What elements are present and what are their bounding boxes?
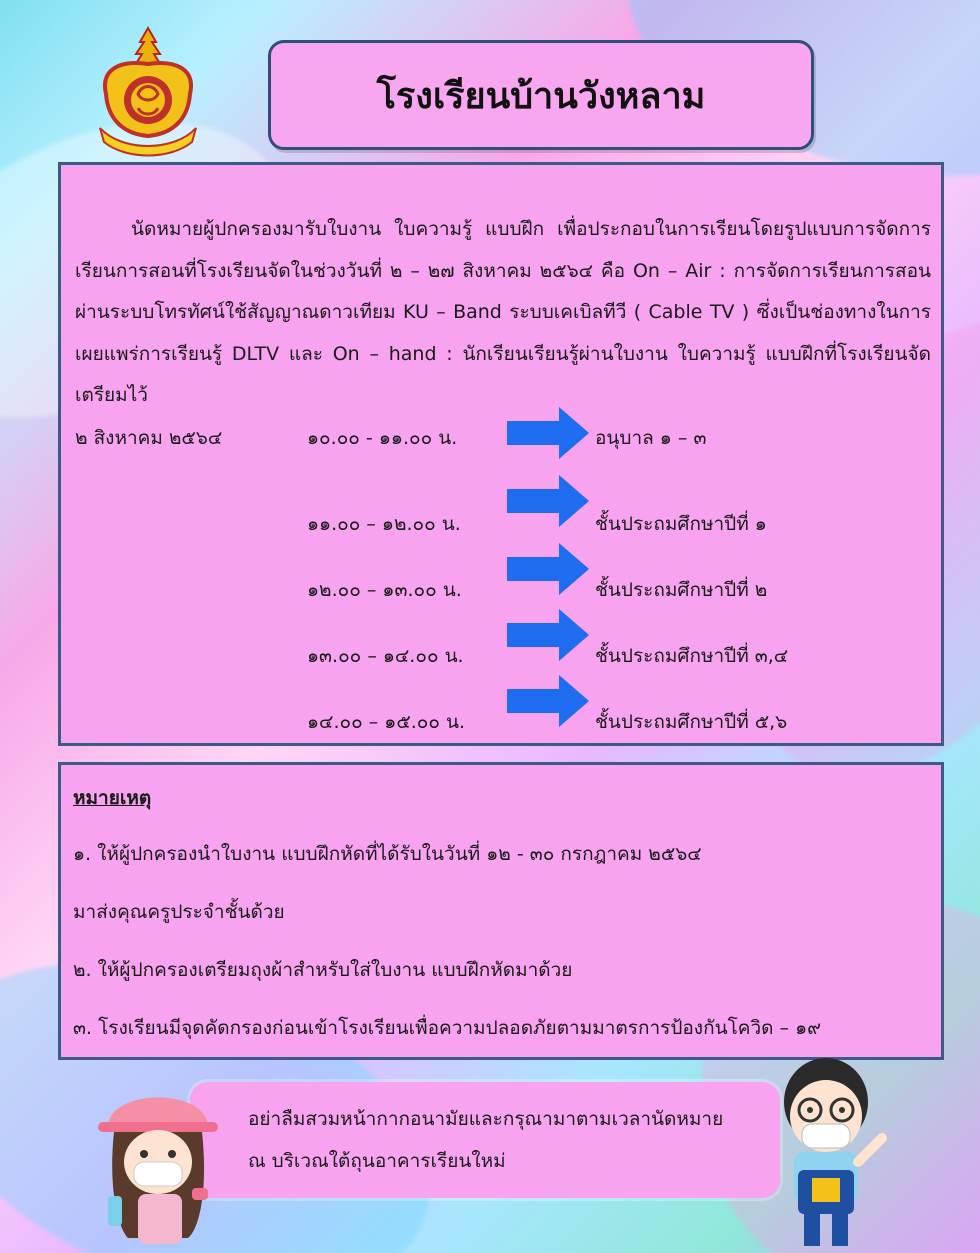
note-line: มาส่งคุณครูประจำชั้นด้วย xyxy=(73,901,285,923)
schedule-time: ๑๐.๐๐ - ๑๑.๐๐ น. xyxy=(307,427,458,449)
note-line: ๓. โรงเรียนมีจุดคัดกรองก่อนเข้าโรงเรียนเพื่อความปลอดภัยตามมาตรการป้องกันโควิด – ๑๙ xyxy=(73,1017,822,1039)
notes-panel xyxy=(58,762,944,1060)
reminder-line: อย่าลืมสวมหน้ากากอนามัยและกรุณามาตามเวลานัดหมาย xyxy=(248,1108,724,1130)
schedule-time: ๑๑.๐๐ – ๑๒.๐๐ น. xyxy=(307,513,461,535)
schedule-time: ๑๓.๐๐ – ๑๔.๐๐ น. xyxy=(307,645,464,667)
right-arrow-icon xyxy=(507,407,589,459)
announcement-text: นัดหมายผู้ปกครองมารับใบงาน ใบความรู้ แบบฝึก เพื่อประกอบในการเรียนโดยรูปแบบการจัดการเรียนการสอนที่โรงเรียนจัดในช่วงวันที่ ๒ – ๒๗ สิงหาคม ๒๕๖๔ คือ On – Air : การจัดการเรียนการสอนผ่านระบบโทรทัศน์ใช้สัญญาณดาวเทียม KU – Band ระบบเคเบิลทีวี ( Cable TV ) ซึ่งเป็นช่องทางในการเผยแพร่การเรียนรู้ DLTV และ On – hand : นักเรียนเรียนรู้ผ่านใบงาน ใบความรู้ แบบฝึกที่โรงเรียนจัดเตรียมไว้ xyxy=(75,218,931,406)
right-arrow-icon xyxy=(507,543,589,595)
title-banner xyxy=(268,40,814,150)
school-name: โรงเรียนบ้านวังหลาม xyxy=(376,75,706,117)
schedule-time: ๑๔.๐๐ – ๑๕.๐๐ น. xyxy=(307,711,465,733)
notes-title: หมายเหตุ xyxy=(73,787,152,809)
schedule-level: ชั้นประถมศึกษาปีที่ ๑ xyxy=(595,513,767,535)
reminder-box xyxy=(190,1082,780,1198)
note-line: ๒. ให้ผู้ปกครองเตรียมถุงผ้าสำหรับใส่ใบงาน แบบฝึกหัดมาด้วย xyxy=(73,959,573,981)
note-line: ๑. ให้ผู้ปกครองนำใบงาน แบบฝึกหัดที่ได้รับในวันที่ ๑๒ - ๓๐ กรกฎาคม ๒๕๖๔ xyxy=(73,843,702,865)
right-arrow-icon xyxy=(507,475,589,527)
schedule-level: ชั้นประถมศึกษาปีที่ ๓,๔ xyxy=(595,645,789,667)
schedule-level: ชั้นประถมศึกษาปีที่ ๕,๖ xyxy=(595,711,788,733)
schedule-date: ๒ สิงหาคม ๒๕๖๔ xyxy=(75,427,223,449)
announcement-paragraph xyxy=(75,209,931,417)
announcement-panel xyxy=(58,162,944,746)
schedule-level: อนุบาล ๑ – ๓ xyxy=(595,427,707,449)
girl-with-mask-illustration xyxy=(88,1078,228,1253)
schedule-time: ๑๒.๐๐ – ๑๓.๐๐ น. xyxy=(307,579,462,601)
reminder-line: ณ บริเวณใต้ถุนอาคารเรียนใหม่ xyxy=(248,1150,506,1172)
schedule-level: ชั้นประถมศึกษาปีที่ ๒ xyxy=(595,579,768,601)
right-arrow-icon xyxy=(507,609,589,661)
right-arrow-icon xyxy=(507,675,589,727)
boy-with-mask-illustration xyxy=(760,1050,900,1250)
school-logo xyxy=(92,24,204,158)
